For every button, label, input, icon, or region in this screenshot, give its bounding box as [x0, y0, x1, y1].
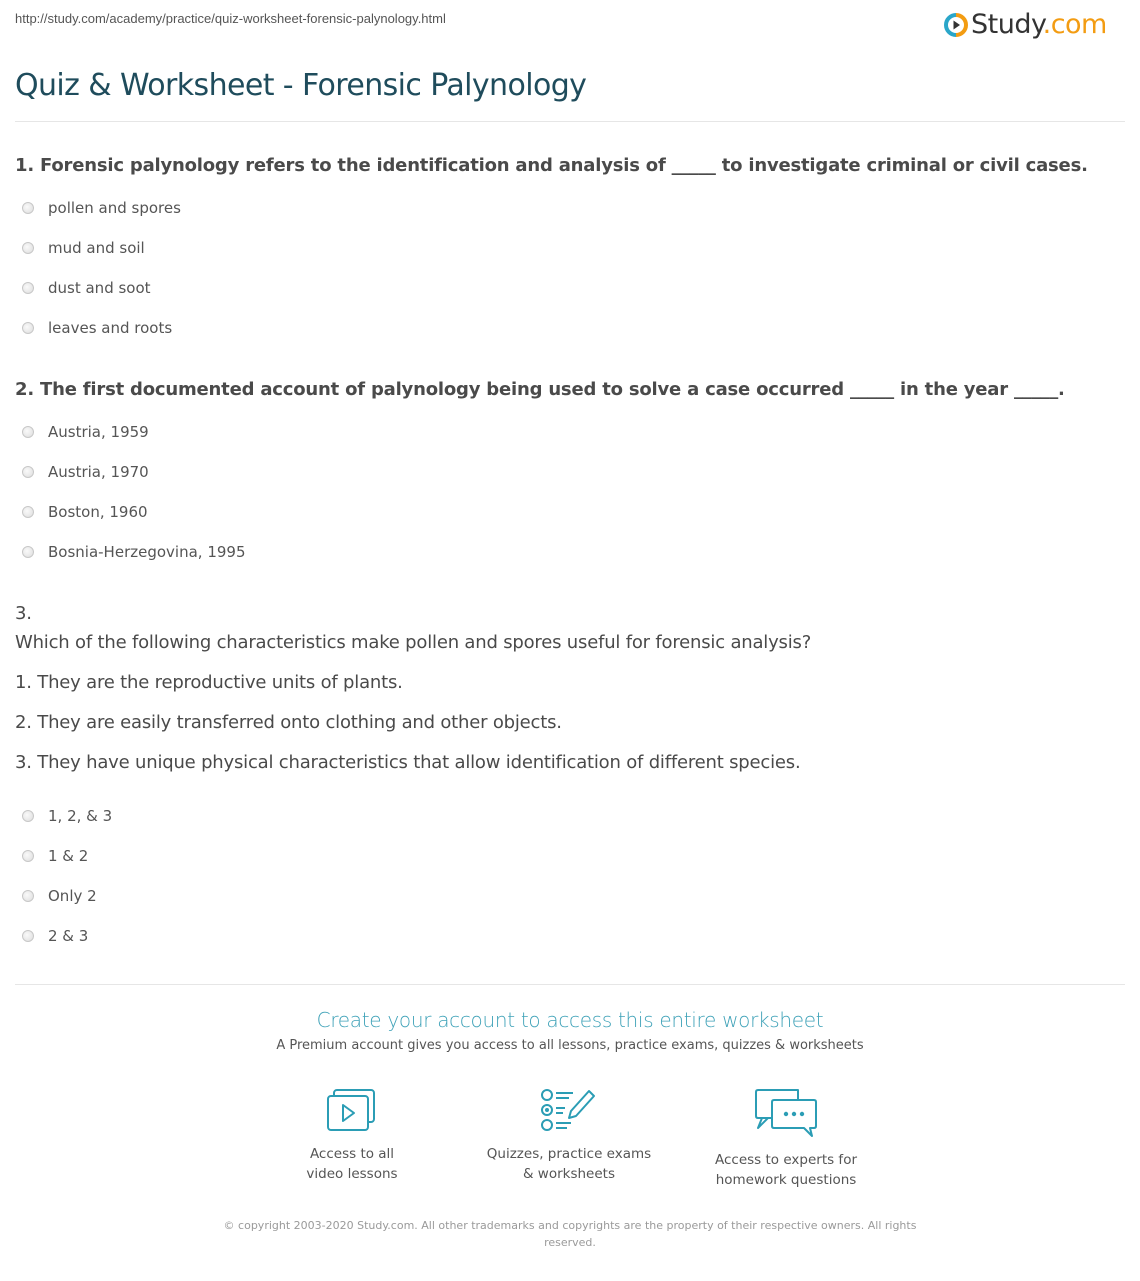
answer-option[interactable] — [22, 927, 88, 945]
radio-button[interactable] — [22, 466, 34, 478]
option-label: pollen and spores — [48, 199, 181, 217]
question-2: 2. The first documented account of palynology being used to solve a case occurred _____ in the year _____. — [15, 379, 1065, 400]
answer-option[interactable] — [22, 887, 97, 905]
answer-option[interactable] — [22, 807, 112, 825]
divider — [15, 121, 1125, 122]
radio-button[interactable] — [22, 930, 34, 942]
answer-option[interactable] — [22, 847, 88, 865]
radio-button[interactable] — [22, 202, 34, 214]
radio-button[interactable] — [22, 242, 34, 254]
option-label: Bosnia-Herzegovina, 1995 — [48, 543, 246, 561]
answer-option[interactable] — [22, 319, 172, 337]
option-label: leaves and roots — [48, 319, 173, 337]
answer-option[interactable] — [22, 423, 149, 441]
cta-subtitle: A Premium account gives you access to all lessons, practice exams, quizzes & worksheets — [276, 1038, 864, 1053]
answer-option[interactable] — [22, 503, 148, 521]
question-3-statement: 2. They are easily transferred onto clothing and other objects. — [15, 712, 562, 733]
radio-button[interactable] — [22, 506, 34, 518]
play-logo-icon — [944, 13, 968, 37]
page-url: http://study.com/academy/practice/quiz-worksheet-forensic-palynology.html — [15, 11, 446, 26]
copyright-footer: © copyright 2003-2020 Study.com. All other trademarks and copyrights are the property of their respective owners. All rights reserved. — [223, 1219, 917, 1249]
option-label: Austria, 1970 — [48, 463, 149, 481]
radio-button[interactable] — [22, 546, 34, 558]
option-label: 2 & 3 — [48, 927, 89, 945]
question-1: 1. Forensic palynology refers to the identification and analysis of _____ to investigate criminal or civil cases. — [15, 155, 1088, 176]
feature-label: & worksheets — [522, 1166, 615, 1182]
chat-bubbles-icon — [754, 1088, 818, 1138]
create-account-link[interactable]: Create your account to access this entire worksheet — [316, 1008, 824, 1032]
radio-button[interactable] — [22, 282, 34, 294]
feature-experts — [686, 1088, 886, 1190]
radio-button[interactable] — [22, 426, 34, 438]
feature-label: Quizzes, practice exams — [486, 1146, 652, 1162]
radio-button[interactable] — [22, 890, 34, 902]
feature-video-lessons — [252, 1088, 452, 1184]
quiz-checklist-icon — [541, 1088, 597, 1132]
feature-quizzes — [469, 1088, 669, 1184]
question-3-statement: 3. They have unique physical characteristics that allow identification of different species. — [15, 752, 801, 773]
option-label: Only 2 — [48, 887, 97, 905]
video-lessons-icon — [326, 1088, 378, 1132]
study-logo[interactable] — [944, 9, 1107, 40]
answer-option[interactable] — [22, 239, 145, 257]
answer-option[interactable] — [22, 199, 181, 217]
question-3-prompt: Which of the following characteristics make pollen and spores useful for forensic analysis? — [15, 632, 812, 653]
feature-label: Access to experts for — [714, 1152, 857, 1168]
option-label: Austria, 1959 — [48, 423, 149, 441]
feature-label: Access to all — [309, 1146, 395, 1162]
option-label: 1, 2, & 3 — [48, 807, 113, 825]
radio-button[interactable] — [22, 810, 34, 822]
option-label: dust and soot — [48, 279, 151, 297]
answer-option[interactable] — [22, 279, 151, 297]
question-3-statement: 1. They are the reproductive units of plants. — [15, 672, 403, 693]
feature-label: video lessons — [306, 1166, 398, 1182]
option-label: Boston, 1960 — [48, 503, 148, 521]
answer-option[interactable] — [22, 463, 149, 481]
question-3-number: 3. — [15, 603, 32, 624]
divider — [15, 984, 1125, 985]
logo-text: Study.com — [971, 9, 1107, 40]
option-label: 1 & 2 — [48, 847, 89, 865]
radio-button[interactable] — [22, 322, 34, 334]
answer-option[interactable] — [22, 543, 246, 561]
option-label: mud and soil — [48, 239, 145, 257]
page-title: Quiz & Worksheet - Forensic Palynology — [15, 68, 587, 103]
feature-label: homework questions — [715, 1172, 857, 1188]
radio-button[interactable] — [22, 850, 34, 862]
